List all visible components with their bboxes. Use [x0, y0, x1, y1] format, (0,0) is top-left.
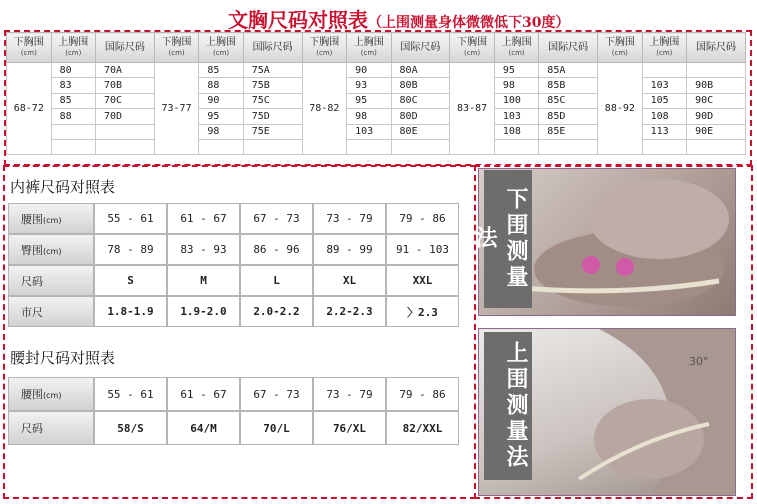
bra-header-label: 下胸围: [604, 36, 635, 48]
underwear-label-text: 市尺: [21, 305, 43, 319]
bra-header-cell: [687, 33, 746, 63]
underwear-value-cell: 79 - 86: [386, 203, 459, 234]
bra-bust-cell: 88: [199, 78, 243, 93]
bra-header-unit: (cm): [212, 48, 230, 57]
bra-bust-cell: 98: [347, 109, 391, 124]
bra-bust-cell: 98: [494, 78, 538, 93]
bra-bust-cell: [494, 139, 538, 154]
underwear-value-cell: 2.2-2.3: [313, 296, 386, 327]
bra-header-unit: (cm): [65, 48, 82, 57]
underwear-label-unit: (cm): [43, 246, 62, 256]
bra-header-label: 下胸围: [457, 36, 488, 48]
waist-value-cell: 55 - 61: [94, 377, 167, 411]
underwear-size-table: [8, 203, 459, 327]
bra-header-label: 上胸围: [58, 36, 89, 48]
bra-bust-cell: 93: [347, 78, 391, 93]
underwear-value-cell: S: [94, 265, 167, 296]
bra-size-cell: 75A: [243, 63, 302, 78]
bra-header-unit: (cm): [464, 48, 481, 57]
bra-bust-cell: [51, 139, 95, 154]
bra-bust-cell: 100: [494, 93, 538, 108]
waist-row-label: [8, 411, 94, 445]
bra-size-cell: [687, 139, 746, 154]
bra-underbust-range: 83-87: [450, 63, 495, 155]
bra-size-cell: 85E: [539, 124, 598, 139]
bra-header-cell: [302, 33, 347, 63]
waist-value-cell: 61 - 67: [167, 377, 240, 411]
bra-size-cell: 80E: [391, 124, 450, 139]
bra-size-cell: [96, 124, 155, 139]
bra-header-cell: [598, 33, 643, 63]
waist-value-cell: 79 - 86: [386, 377, 459, 411]
bra-bust-cell: 103: [494, 109, 538, 124]
bra-bust-cell: 103: [642, 78, 686, 93]
underwear-label-text: 尺码: [21, 274, 43, 288]
waist-label-text: 尺码: [21, 422, 43, 435]
bra-header-label: 国际尺码: [252, 42, 293, 53]
underwear-value-cell: L: [240, 265, 313, 296]
bra-size-cell: [243, 139, 302, 154]
bra-header-label: 国际尺码: [400, 42, 441, 53]
bra-size-cell: 75B: [243, 78, 302, 93]
bra-header-label: 国际尺码: [104, 42, 145, 53]
underwear-label-unit: (cm): [43, 215, 62, 225]
underwear-value-cell: 78 - 89: [94, 234, 167, 265]
bra-bust-cell: 85: [199, 63, 243, 78]
bra-header-cell: [7, 33, 52, 63]
bra-size-cell: 80B: [391, 78, 450, 93]
underwear-row-label: [8, 203, 94, 234]
waist-value-cell: 73 - 79: [313, 377, 386, 411]
bra-size-cell: [687, 63, 746, 78]
bra-size-cell: 75E: [243, 124, 302, 139]
bra-header-label: 上胸围: [501, 36, 532, 48]
bra-header-cell: [51, 33, 95, 63]
bra-size-cell: 70D: [96, 109, 155, 124]
bra-size-cell: [539, 139, 598, 154]
bra-header-unit: (cm): [20, 48, 37, 57]
bra-header-cell: [391, 33, 450, 63]
bra-header-unit: (cm): [168, 48, 185, 57]
bra-size-cell: 90B: [687, 78, 746, 93]
underwear-value-cell: 91 - 103: [386, 234, 459, 265]
bra-bust-cell: 108: [642, 109, 686, 124]
bra-bust-cell: 85: [51, 93, 95, 108]
bra-header-label: 上胸围: [206, 36, 237, 48]
bra-bust-cell: 90: [347, 63, 391, 78]
bra-size-cell: 80D: [391, 109, 450, 124]
bra-size-cell: 70B: [96, 78, 155, 93]
bra-header-cell: [154, 33, 199, 63]
angle-label: 30°: [689, 355, 709, 368]
bra-size-cell: 90D: [687, 109, 746, 124]
title-sub: （上围测量身体微微低下30度）: [368, 15, 570, 31]
title-main: 文胸尺码对照表: [228, 8, 368, 32]
underwear-label-text: 腰围: [21, 212, 43, 226]
bra-size-cell: [391, 139, 450, 154]
bra-header-label: 下胸围: [309, 36, 340, 48]
upper-measure-label: 上围测量法: [484, 332, 532, 480]
bra-bust-cell: 105: [642, 93, 686, 108]
bra-size-cell: 85B: [539, 78, 598, 93]
waist-row-label: [8, 377, 94, 411]
bra-header-cell: [494, 33, 538, 63]
bra-row: [7, 63, 746, 78]
bra-header-cell: [539, 33, 598, 63]
bra-size-cell: 70C: [96, 93, 155, 108]
waist-label-unit: (cm): [43, 391, 62, 400]
bra-size-cell: 85C: [539, 93, 598, 108]
bra-bust-cell: 113: [642, 124, 686, 139]
bra-underbust-range: 88-92: [598, 63, 643, 155]
bra-underbust-range: 73-77: [154, 63, 199, 155]
underwear-value-cell: 86 - 96: [240, 234, 313, 265]
bra-bust-cell: [199, 139, 243, 154]
underwear-row: [8, 265, 459, 296]
underwear-row: [8, 234, 459, 265]
bra-size-table: [6, 32, 746, 155]
underwear-value-cell: 83 - 93: [167, 234, 240, 265]
bra-bust-cell: 83: [51, 78, 95, 93]
bra-header-cell: [199, 33, 243, 63]
waist-value-cell: 58/S: [94, 411, 167, 445]
bra-header-unit: (cm): [316, 48, 333, 57]
waist-label-text: 腰围: [21, 388, 43, 401]
underwear-row-label: [8, 234, 94, 265]
bra-size-cell: [96, 139, 155, 154]
bra-header-cell: [243, 33, 302, 63]
bra-header-unit: (cm): [360, 48, 377, 57]
bra-bust-cell: 108: [494, 124, 538, 139]
underwear-value-cell: XL: [313, 265, 386, 296]
waist-size-table: [8, 377, 459, 445]
bra-bust-cell: 95: [494, 63, 538, 78]
underwear-value-cell: 1.9-2.0: [167, 296, 240, 327]
underwear-value-cell: 67 - 73: [240, 203, 313, 234]
bra-header-label: 下胸围: [161, 36, 192, 48]
waist-value-cell: 76/XL: [313, 411, 386, 445]
waist-row: [8, 377, 459, 411]
bra-size-cell: 85A: [539, 63, 598, 78]
waist-value-cell: 70/L: [240, 411, 313, 445]
bra-bust-cell: [642, 63, 686, 78]
bra-size-cell: 85D: [539, 109, 598, 124]
bra-header-label: 上胸围: [353, 36, 384, 48]
bra-header-label: 上胸围: [649, 36, 680, 48]
bra-bust-cell: [347, 139, 391, 154]
waist-value-cell: 67 - 73: [240, 377, 313, 411]
underwear-row: [8, 296, 459, 327]
bra-bust-cell: [51, 124, 95, 139]
bra-header-label: 国际尺码: [548, 42, 589, 53]
waist-title: 腰封尺码对照表: [10, 349, 116, 367]
bra-header-cell: [450, 33, 495, 63]
bra-bust-cell: 95: [199, 109, 243, 124]
underwear-value-cell: M: [167, 265, 240, 296]
underwear-label-text: 臀围: [21, 243, 43, 257]
underwear-title: 内裤尺码对照表: [10, 178, 116, 196]
bra-header-cell: [347, 33, 391, 63]
underwear-value-cell: 89 - 99: [313, 234, 386, 265]
bra-underbust-range: 68-72: [7, 63, 52, 155]
bra-header-cell: [96, 33, 155, 63]
bra-bust-cell: 88: [51, 109, 95, 124]
page-title: [228, 4, 698, 32]
underwear-value-cell: 73 - 79: [313, 203, 386, 234]
bra-size-cell: 80C: [391, 93, 450, 108]
waist-value-cell: 82/XXL: [386, 411, 459, 445]
bra-size-cell: 90E: [687, 124, 746, 139]
underwear-row-label: [8, 265, 94, 296]
bra-size-cell: 75D: [243, 109, 302, 124]
underwear-value-cell: 〉2.3: [386, 296, 459, 327]
bra-bust-cell: [642, 139, 686, 154]
underwear-value-cell: 61 - 67: [167, 203, 240, 234]
bra-bust-cell: 80: [51, 63, 95, 78]
bra-size-cell: 70A: [96, 63, 155, 78]
underwear-value-cell: 2.0-2.2: [240, 296, 313, 327]
bra-header-unit: (cm): [508, 48, 525, 57]
bra-header-label: 下胸围: [13, 36, 44, 48]
underwear-row-label: [8, 296, 94, 327]
underwear-row: [8, 203, 459, 234]
bra-header-label: 国际尺码: [696, 42, 737, 53]
underwear-value-cell: 1.8-1.9: [94, 296, 167, 327]
bra-header-unit: (cm): [656, 48, 673, 57]
lower-measure-label: 下围测量法: [484, 170, 532, 308]
bra-size-cell: 75C: [243, 93, 302, 108]
bra-bust-cell: 103: [347, 124, 391, 139]
underwear-value-cell: XXL: [386, 265, 459, 296]
bra-size-cell: 80A: [391, 63, 450, 78]
bra-header-unit: (cm): [611, 48, 628, 57]
bra-header-cell: [642, 33, 686, 63]
bra-underbust-range: 78-82: [302, 63, 347, 155]
bra-bust-cell: 95: [347, 93, 391, 108]
waist-row: [8, 411, 459, 445]
bra-bust-cell: 90: [199, 93, 243, 108]
bra-size-cell: 90C: [687, 93, 746, 108]
waist-value-cell: 64/M: [167, 411, 240, 445]
bra-bust-cell: 98: [199, 124, 243, 139]
underwear-value-cell: 55 - 61: [94, 203, 167, 234]
